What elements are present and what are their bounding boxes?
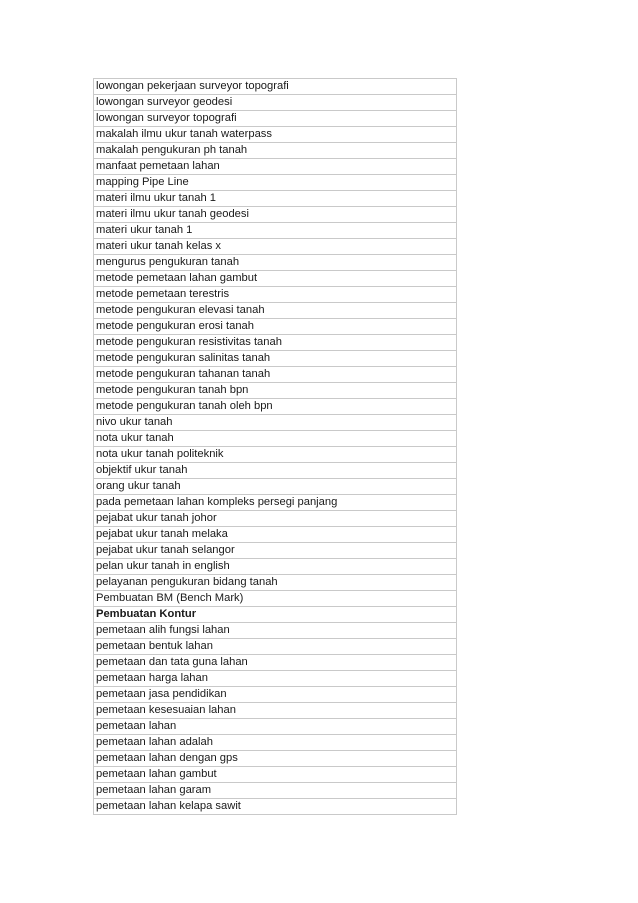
table-row: [94, 783, 457, 799]
table-row: [94, 319, 457, 335]
table-row: [94, 111, 457, 127]
table-cell: lowongan surveyor topografi: [94, 111, 457, 127]
table-row: [94, 479, 457, 495]
table-cell: metode pemetaan terestris: [94, 287, 457, 303]
table-row: [94, 447, 457, 463]
table-row: [94, 271, 457, 287]
table-cell: pejabat ukur tanah johor: [94, 511, 457, 527]
table-row: [94, 415, 457, 431]
table-row: [94, 303, 457, 319]
table-cell: lowongan pekerjaan surveyor topografi: [94, 79, 457, 95]
table-row: [94, 703, 457, 719]
table-cell: nivo ukur tanah: [94, 415, 457, 431]
table-row: [94, 127, 457, 143]
table-cell: pemetaan lahan adalah: [94, 735, 457, 751]
table-cell: metode pengukuran salinitas tanah: [94, 351, 457, 367]
table-cell: pelayanan pengukuran bidang tanah: [94, 575, 457, 591]
keyword-table-body: [94, 79, 457, 815]
table-cell: pemetaan jasa pendidikan: [94, 687, 457, 703]
table-cell: pemetaan lahan: [94, 719, 457, 735]
table-row: [94, 671, 457, 687]
table-row: [94, 191, 457, 207]
table-cell: Pembuatan Kontur: [94, 607, 457, 623]
table-row: [94, 143, 457, 159]
table-row: [94, 399, 457, 415]
table-row: [94, 287, 457, 303]
table-row: [94, 431, 457, 447]
table-cell: makalah pengukuran ph tanah: [94, 143, 457, 159]
table-row: [94, 607, 457, 623]
table-row: [94, 495, 457, 511]
table-row: [94, 463, 457, 479]
table-row: [94, 799, 457, 815]
table-cell: metode pengukuran resistivitas tanah: [94, 335, 457, 351]
table-row: [94, 655, 457, 671]
table-cell: lowongan surveyor geodesi: [94, 95, 457, 111]
table-cell: pemetaan lahan dengan gps: [94, 751, 457, 767]
table-row: [94, 367, 457, 383]
table-row: [94, 751, 457, 767]
table-cell: metode pengukuran erosi tanah: [94, 319, 457, 335]
table-cell: makalah ilmu ukur tanah waterpass: [94, 127, 457, 143]
table-row: [94, 719, 457, 735]
table-cell: metode pengukuran elevasi tanah: [94, 303, 457, 319]
table-cell: pemetaan lahan kelapa sawit: [94, 799, 457, 815]
table-cell: Pembuatan BM (Bench Mark): [94, 591, 457, 607]
table-row: [94, 95, 457, 111]
table-row: [94, 591, 457, 607]
table-row: [94, 207, 457, 223]
keyword-table: [93, 78, 457, 815]
table-cell: orang ukur tanah: [94, 479, 457, 495]
table-row: [94, 559, 457, 575]
table-cell: pemetaan dan tata guna lahan: [94, 655, 457, 671]
table-cell: mengurus pengukuran tanah: [94, 255, 457, 271]
table-row: [94, 639, 457, 655]
table-row: [94, 79, 457, 95]
table-row: [94, 543, 457, 559]
table-row: [94, 255, 457, 271]
table-row: [94, 351, 457, 367]
table-cell: mapping Pipe Line: [94, 175, 457, 191]
table-row: [94, 223, 457, 239]
table-cell: metode pengukuran tanah oleh bpn: [94, 399, 457, 415]
table-row: [94, 527, 457, 543]
table-row: [94, 687, 457, 703]
table-cell: pemetaan lahan gambut: [94, 767, 457, 783]
table-cell: pelan ukur tanah in english: [94, 559, 457, 575]
table-row: [94, 383, 457, 399]
table-row: [94, 511, 457, 527]
table-cell: nota ukur tanah politeknik: [94, 447, 457, 463]
table-cell: metode pengukuran tahanan tanah: [94, 367, 457, 383]
table-cell: pemetaan lahan garam: [94, 783, 457, 799]
table-row: [94, 735, 457, 751]
table-row: [94, 239, 457, 255]
table-cell: metode pemetaan lahan gambut: [94, 271, 457, 287]
table-row: [94, 767, 457, 783]
table-row: [94, 623, 457, 639]
table-row: [94, 575, 457, 591]
table-cell: pemetaan kesesuaian lahan: [94, 703, 457, 719]
table-cell: nota ukur tanah: [94, 431, 457, 447]
table-cell: materi ukur tanah 1: [94, 223, 457, 239]
table-cell: objektif ukur tanah: [94, 463, 457, 479]
table-cell: pejabat ukur tanah melaka: [94, 527, 457, 543]
table-cell: metode pengukuran tanah bpn: [94, 383, 457, 399]
table-row: [94, 335, 457, 351]
table-cell: pemetaan bentuk lahan: [94, 639, 457, 655]
table-cell: pejabat ukur tanah selangor: [94, 543, 457, 559]
table-cell: materi ilmu ukur tanah geodesi: [94, 207, 457, 223]
table-cell: pemetaan alih fungsi lahan: [94, 623, 457, 639]
table-cell: pemetaan harga lahan: [94, 671, 457, 687]
table-cell: materi ukur tanah kelas x: [94, 239, 457, 255]
table-cell: materi ilmu ukur tanah 1: [94, 191, 457, 207]
table-row: [94, 159, 457, 175]
table-row: [94, 175, 457, 191]
table-cell: pada pemetaan lahan kompleks persegi panjang: [94, 495, 457, 511]
table-cell: manfaat pemetaan lahan: [94, 159, 457, 175]
